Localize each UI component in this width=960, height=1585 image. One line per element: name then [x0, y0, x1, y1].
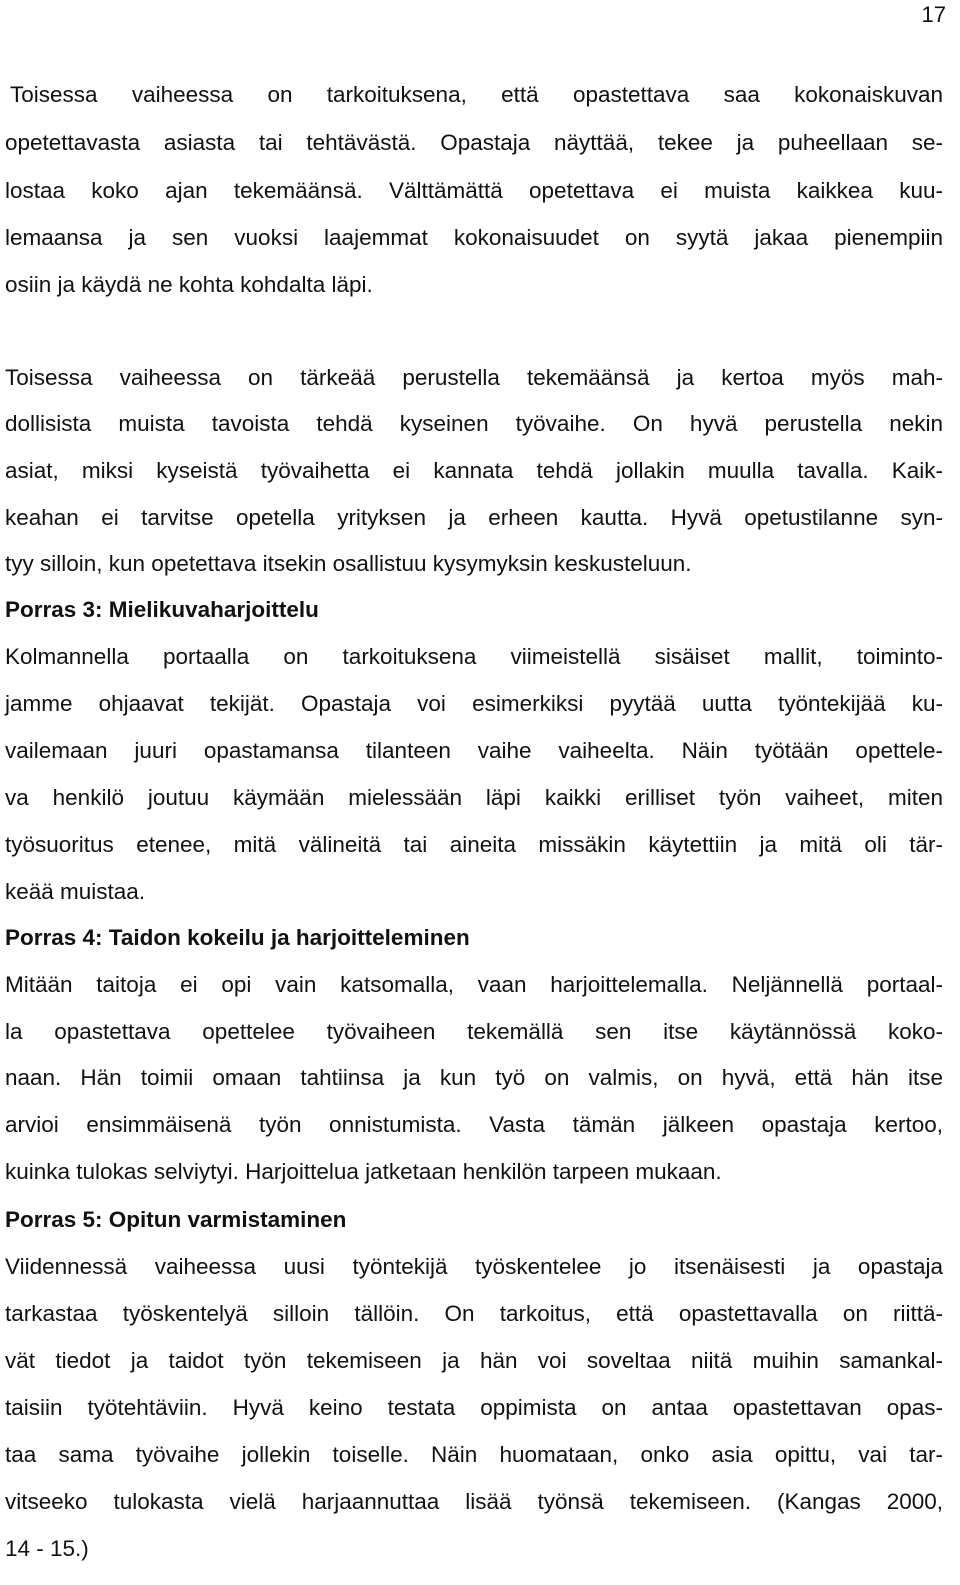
text-line: 14 - 15.) — [5, 1536, 89, 1561]
text-line: keää muistaa. — [5, 879, 146, 904]
text-line: taa sama työvaihe jollekin toiselle. Näin huomataan, onko asia opittu, vai tar- — [5, 1442, 943, 1467]
text-line: Toisessa vaiheessa on tärkeää perustella tekemäänsä ja kertoa myös mah- — [5, 365, 943, 390]
text-line: tarkastaa työskentelyä silloin tällöin. On tarkoitus, että opastettavalla on riittä- — [5, 1301, 943, 1326]
text-line: vitseeko tulokasta vielä harjaannuttaa lisää työnsä tekemiseen. (Kangas 2000, — [5, 1489, 943, 1514]
text-line: naan. Hän toimii omaan tahtiinsa ja kun työ on valmis, on hyvä, että hän itse — [5, 1065, 943, 1090]
text-line: lemaansa ja sen vuoksi laajemmat kokonaisuudet on syytä jakaa pienempiin — [5, 225, 943, 250]
text-line: arvioi ensimmäisenä työn onnistumista. Vasta tämän jälkeen opastaja kertoo, — [5, 1112, 943, 1137]
text-line: va henkilö joutuu käymään mielessään läpi kaikki erilliset työn vaiheet, miten — [5, 785, 943, 810]
page-number: 17 — [921, 2, 946, 27]
text-line: Viidennessä vaiheessa uusi työntekijä työskentelee jo itsenäisesti ja opastaja — [5, 1254, 943, 1279]
text-line: vailemaan juuri opastamansa tilanteen vaihe vaiheelta. Näin työtään opettele- — [5, 738, 943, 763]
text-line: kuinka tulokas selviytyi. Harjoittelua jatketaan henkilön tarpeen mukaan. — [5, 1159, 722, 1184]
text-line: työsuoritus etenee, mitä välineitä tai aineita missäkin käytettiin ja mitä oli tär- — [5, 832, 943, 857]
section-heading-porras-4: Porras 4: Taidon kokeilu ja harjoitteleminen — [5, 925, 470, 950]
text-line: asiat, miksi kyseistä työvaihetta ei kannata tehdä jollakin muulla tavalla. Kaik- — [5, 458, 943, 483]
text-line: keahan ei tarvitse opetella yrityksen ja erheen kautta. Hyvä opetustilanne syn- — [5, 505, 943, 530]
text-line: tyy silloin, kun opetettava itsekin osallistuu kysymyksin keskusteluun. — [5, 551, 692, 576]
text-line: jamme ohjaavat tekijät. Opastaja voi esimerkiksi pyytää uutta työntekijää ku- — [5, 691, 943, 716]
text-line: Mitään taitoja ei opi vain katsomalla, vaan harjoittelemalla. Neljännellä portaal- — [5, 972, 943, 997]
section-heading-porras-5: Porras 5: Opitun varmistaminen — [5, 1207, 347, 1232]
text-line: vät tiedot ja taidot työn tekemiseen ja hän voi soveltaa niitä muihin samankal- — [5, 1348, 943, 1373]
text-line: Kolmannella portaalla on tarkoituksena viimeistellä sisäiset mallit, toiminto- — [5, 644, 943, 669]
text-line: opetettavasta asiasta tai tehtävästä. Opastaja näyttää, tekee ja puheellaan se- — [5, 130, 943, 155]
text-line: la opastettava opettelee työvaiheen tekemällä sen itse käytännössä koko- — [5, 1019, 943, 1044]
section-heading-porras-3: Porras 3: Mielikuvaharjoittelu — [5, 597, 319, 622]
text-line: lostaa koko ajan tekemäänsä. Välttämättä opetettava ei muista kaikkea kuu- — [5, 178, 943, 203]
text-line: taisiin työtehtäviin. Hyvä keino testata oppimista on antaa opastettavan opas- — [5, 1395, 943, 1420]
text-line: osiin ja käydä ne kohta kohdalta läpi. — [5, 272, 373, 297]
text-line: Toisessa vaiheessa on tarkoituksena, että opastettava saa kokonaiskuvan — [10, 82, 943, 107]
text-line: dollisista muista tavoista tehdä kyseinen työvaihe. On hyvä perustella nekin — [5, 411, 943, 436]
